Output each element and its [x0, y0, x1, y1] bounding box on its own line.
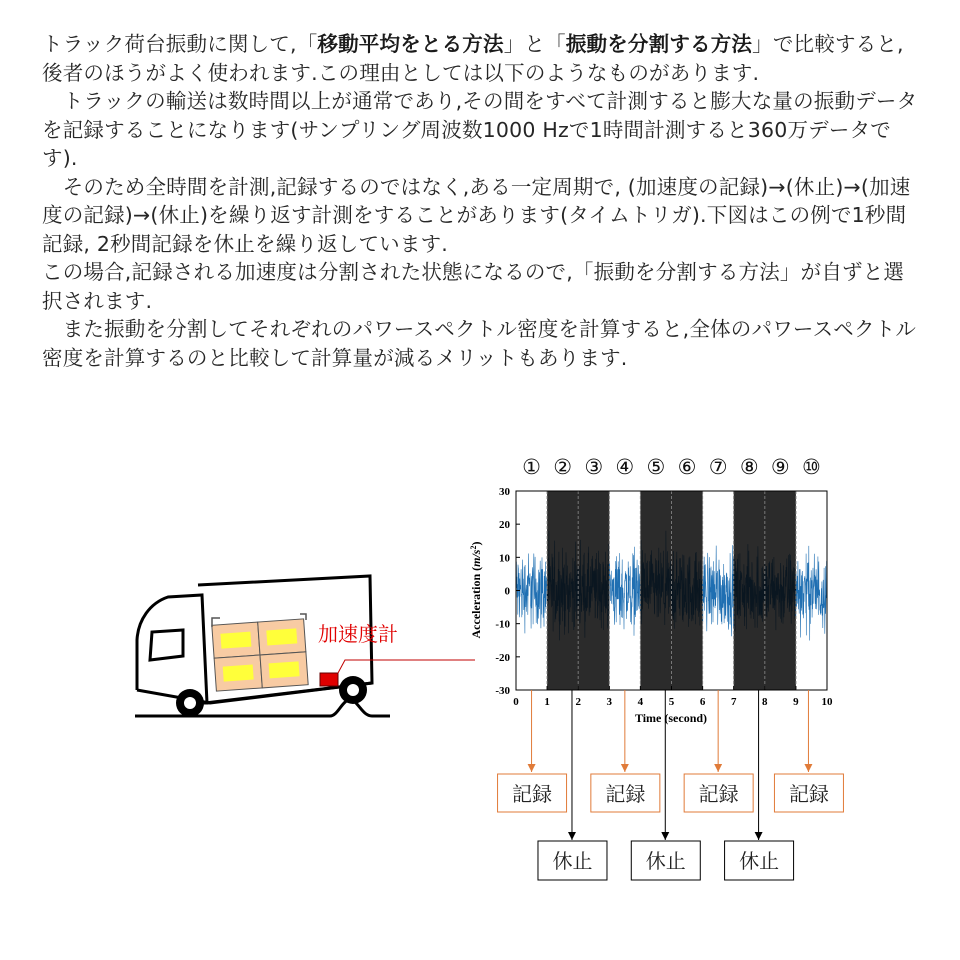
series-line-recorded: [516, 554, 547, 634]
y-tick-label: 20: [499, 519, 510, 532]
series-line-recorded: [796, 546, 827, 641]
pause-label: 休止: [645, 849, 686, 873]
bold-term: 振動を分割する方法: [565, 32, 753, 56]
record-label: 記録: [512, 782, 553, 806]
pause-label: 休止: [739, 849, 780, 873]
rear-wheel: [339, 676, 367, 704]
y-tick-label: -10: [495, 618, 510, 631]
y-tick-label: 0: [504, 585, 510, 598]
segment-markers: [522, 455, 821, 479]
x-tick-label: 7: [730, 696, 737, 708]
x-tick-label: 8: [762, 696, 768, 708]
series-line-recorded: [609, 547, 640, 636]
segment-marker: ③: [584, 455, 604, 479]
text-segment: そのため全時間を計測,記録するのではなく,ある一定周期で, (加速度の記録)→(休止)→(加速度の記録)→(休止)を繰り返す計測をすることがあります(タイムトリガ).下図はこの例で1秒間記録, 2秒間記録を休止を繰り返しています.: [42, 174, 911, 256]
segment-marker: ⑤: [646, 455, 666, 479]
accelerometer-label: 加速度計: [318, 622, 398, 646]
segment-marker: ①: [522, 455, 541, 479]
segment-marker: ⑨: [770, 455, 790, 479]
x-tick-label: 1: [544, 696, 550, 708]
cargo-box-label: [266, 628, 297, 645]
front-wheel: [176, 689, 204, 717]
segment-marker: ②: [553, 455, 573, 479]
cargo-boxes: [212, 614, 308, 691]
segment-marker: ④: [615, 455, 635, 479]
sensor-callout-line: [338, 660, 475, 673]
record-label: 記録: [698, 782, 739, 806]
segment-marker: ⑧: [739, 455, 759, 479]
x-axis-title: Time (second): [634, 711, 708, 725]
y-tick-label: 30: [499, 486, 510, 498]
text-segment: 」で比較すると,後者のほうがよく使われます.この理由としては以下のようなものがあります.: [42, 32, 904, 85]
record-label: 記録: [605, 782, 646, 806]
record-label: 記録: [788, 782, 829, 806]
accelerometer-sensor: [320, 673, 338, 686]
x-tick-label: 5: [668, 696, 675, 708]
y-tick-label: -30: [495, 685, 510, 697]
segment-marker: ⑦: [708, 455, 728, 479]
x-tick-label: 2: [575, 696, 581, 708]
acceleration-chart: [469, 455, 834, 725]
x-tick-label: 6: [699, 696, 706, 708]
pause-label: 休止: [552, 849, 593, 873]
y-axis-title: Acceleration $(m/s^2)$: [468, 541, 483, 639]
x-tick-label: 9: [793, 696, 799, 708]
text-segment: トラック荷台振動に関して,「: [42, 32, 318, 56]
series-line-recorded: [703, 545, 734, 636]
cargo-box-label: [220, 632, 251, 649]
truck-illustration: [135, 576, 475, 717]
cargo-box-label: [269, 661, 300, 678]
x-tick-label: 4: [637, 696, 644, 708]
text-segment: 」と「: [503, 32, 566, 56]
truck-window: [150, 630, 183, 660]
segment-marker: ⑥: [677, 455, 697, 479]
cargo-box-label: [223, 665, 254, 682]
text-segment: トラックの輸送は数時間以上が通常であり,その間をすべて計測すると膨大な量の振動データを記録することになります(サンプリング周波数1000 Hzで1時間計測すると360万データです).: [42, 89, 918, 170]
segment-marker: ⑩: [802, 455, 821, 479]
x-tick-label: 10: [821, 696, 833, 708]
x-tick-label: 3: [606, 696, 613, 708]
y-tick-label: 10: [499, 552, 510, 565]
bold-term: 移動平均をとる方法: [317, 32, 504, 56]
truck-cab: [137, 595, 207, 703]
text-segment: また振動を分割してそれぞれのパワースペクトル密度を計算すると,全体のパワースペクトル密度を計算するのと比較して計算量が減るメリットもあります.: [42, 317, 917, 370]
text-segment: この場合,記録される加速度は分割された状態になるので,「振動を分割する方法」が自ずと選択されます.: [42, 260, 905, 313]
y-tick-label: -20: [495, 651, 510, 664]
x-tick-label: 0: [513, 696, 519, 708]
